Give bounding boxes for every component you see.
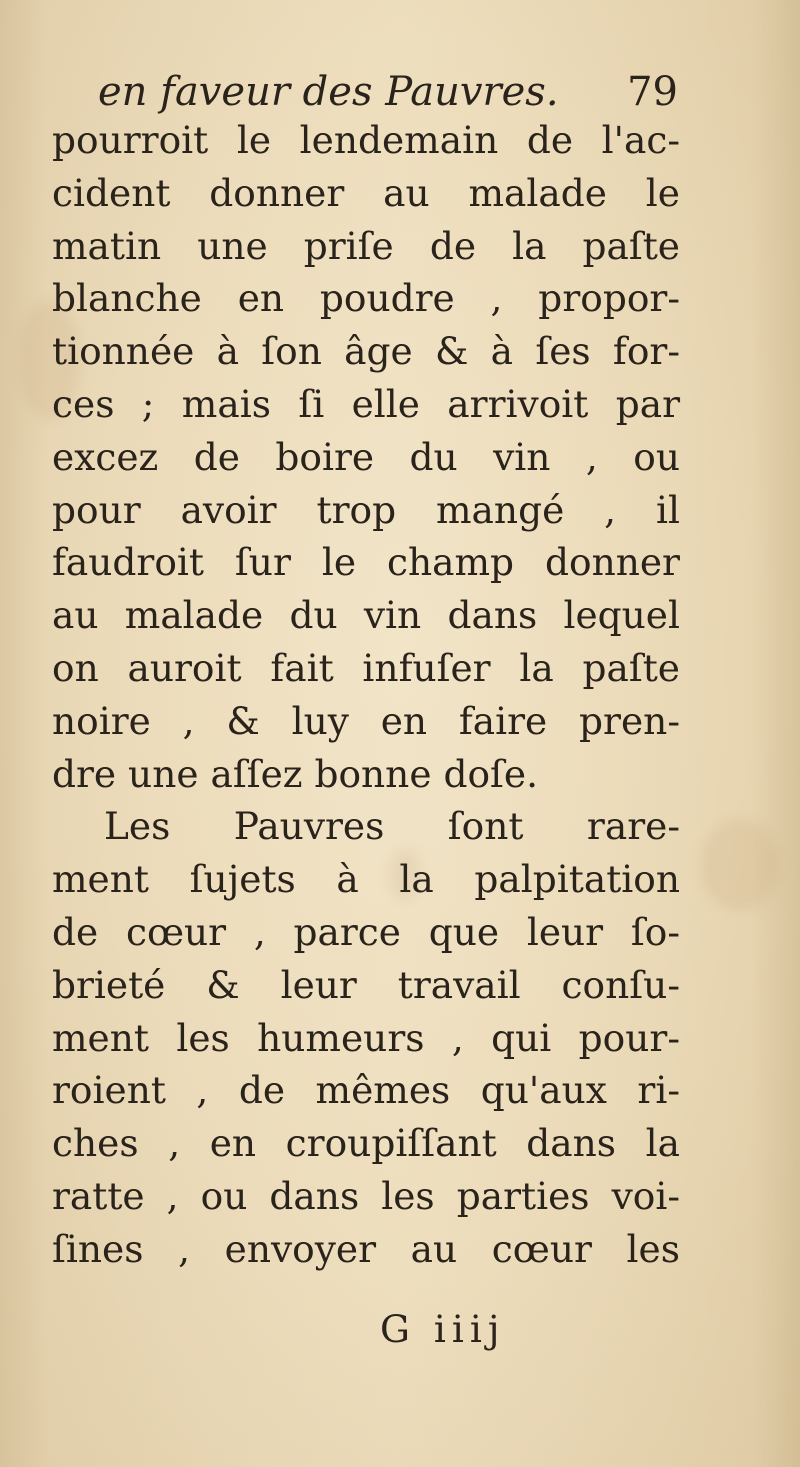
text-line: ſines , envoyer au cœur les bbox=[52, 1226, 680, 1271]
text-line: roient , de mêmes qu'aux ri- bbox=[52, 1068, 680, 1113]
text-line: Les Pauvres ſont rare- bbox=[104, 804, 680, 849]
text-line: ment les humeurs , qui pour- bbox=[52, 1015, 680, 1060]
paper-stain bbox=[700, 820, 780, 910]
text-line: matin une priſe de la paſte bbox=[52, 223, 680, 268]
text-line: dre une aſſez bonne doſe. bbox=[52, 751, 539, 796]
text-line: au malade du vin dans lequel bbox=[52, 593, 680, 638]
text-line: brieté & leur travail conſu- bbox=[52, 962, 680, 1007]
text-line: faudroit ſur le champ donner bbox=[52, 540, 680, 585]
text-line: ment ſujets à la palpitation bbox=[52, 857, 680, 902]
text-line: pour avoir trop mangé , il bbox=[52, 487, 680, 532]
running-header bbox=[98, 62, 678, 122]
text-line: ces ; mais ſi elle arrivoit par bbox=[52, 381, 680, 426]
text-line: ches , en croupiſſant dans la bbox=[52, 1121, 680, 1166]
text-line: pourroit le lendemain de l'ac- bbox=[52, 118, 680, 162]
text-line: noire , & luy en faire pren- bbox=[52, 698, 680, 743]
text-line: ratte , ou dans les parties voi- bbox=[52, 1173, 680, 1218]
text-line: excez de boire du vin , ou bbox=[52, 434, 680, 479]
body-text bbox=[52, 114, 680, 1276]
text-line: on auroit fait infuſer la paſte bbox=[52, 645, 680, 690]
signature-mark: G iiij bbox=[380, 1307, 506, 1351]
text-line: de cœur , parce que leur ſo- bbox=[52, 909, 680, 954]
text-line: cident donner au malade le bbox=[52, 170, 680, 215]
text-line: tionnée à ſon âge & à ſes for- bbox=[52, 329, 680, 374]
page-number: 79 bbox=[627, 69, 678, 115]
running-title: en faveur des Pauvres. bbox=[98, 69, 559, 115]
text-line: blanche en poudre , propor- bbox=[52, 276, 680, 321]
